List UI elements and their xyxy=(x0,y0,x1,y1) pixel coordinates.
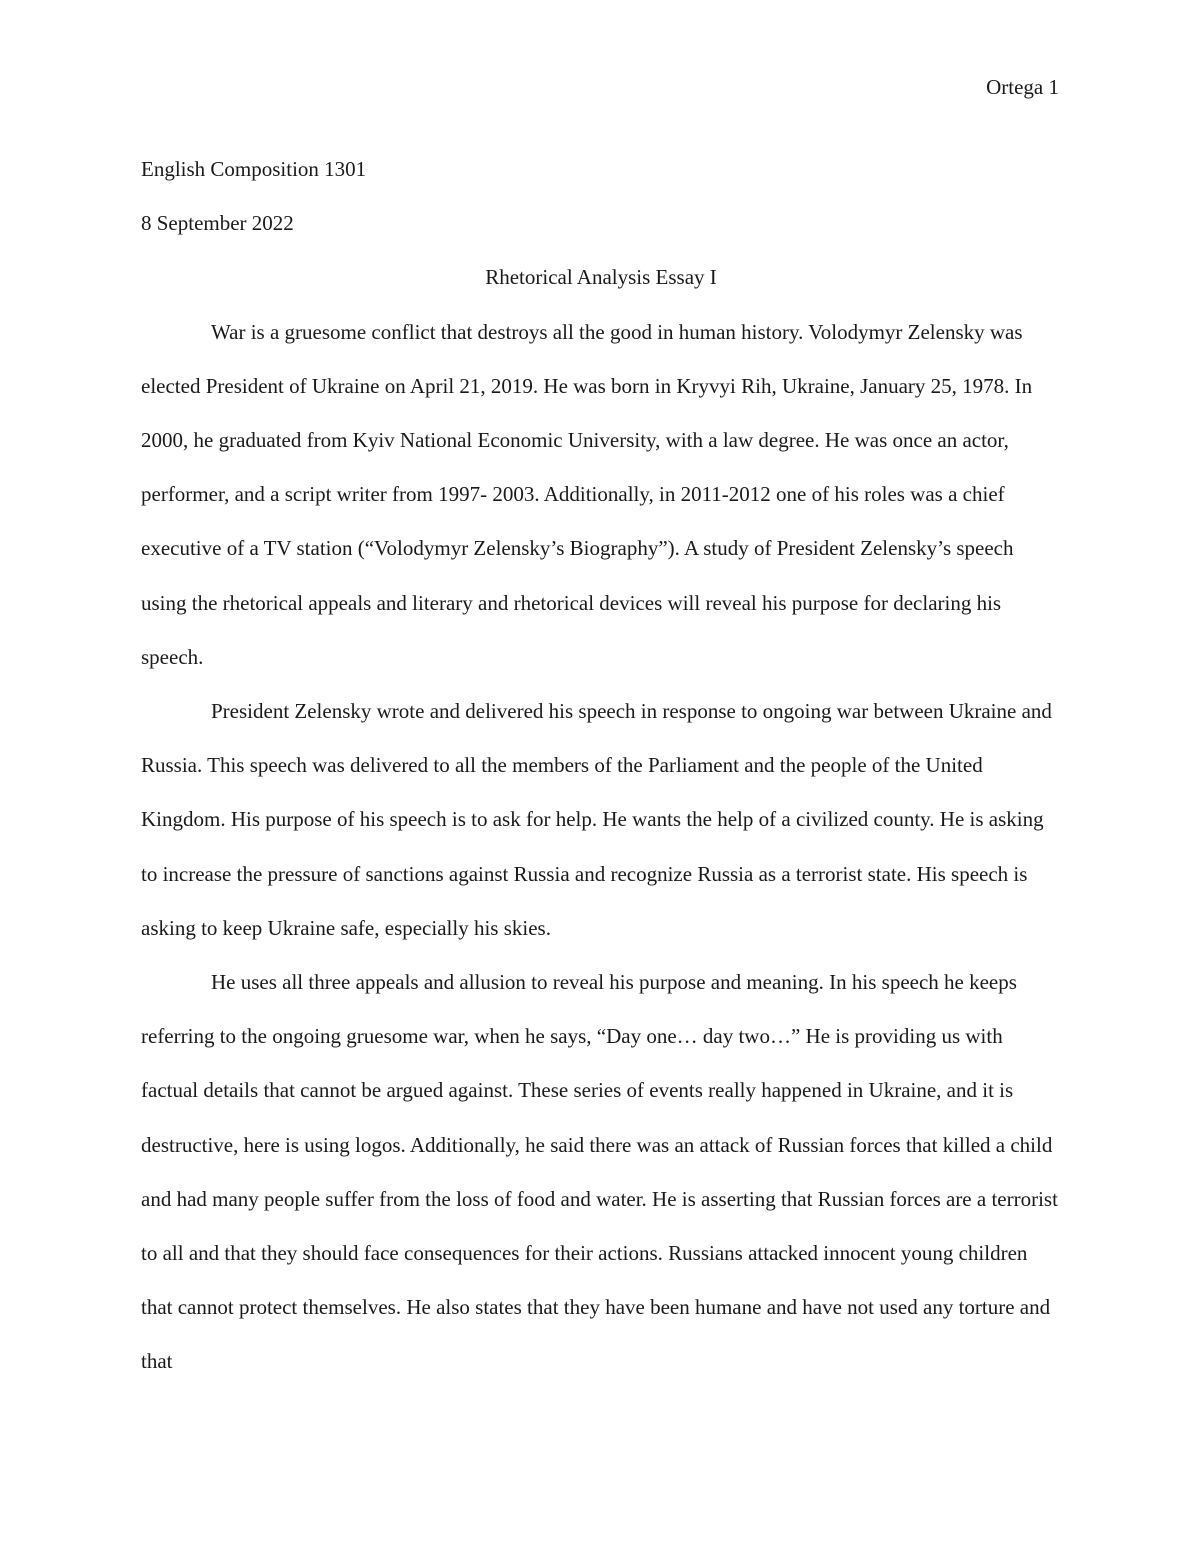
essay-body xyxy=(141,142,1061,1389)
paragraph-2: President Zelensky wrote and delivered his speech in response to ongoing war between Ukraine and Russia. This speech was delivered to all the members of the Parliament and the people of the United Kingdom. His purpose of his speech is to ask for help. He wants the help of a civilized county. He is asking to increase the pressure of sanctions against Russia and recognize Russia as a terrorist state. His speech is asking to keep Ukraine safe, especially his skies. xyxy=(141,699,1052,940)
paragraph-1: War is a gruesome conflict that destroys all the good in human history. Volodymyr Zelensky was elected President of Ukraine on April 21, 2019. He was born in Kryvyi Rih, Ukraine, January 25, 1978. In 2000, he graduated from Kyiv National Economic University, with a law degree. He was once an actor, performer, and a script writer from 1997- 2003. Additionally, in 2011-2012 one of his roles was a chief executive of a TV station (“Volodymyr Zelensky’s Biography”). A study of President Zelensky’s speech using the rhetorical appeals and literary and rhetorical devices will reveal his purpose for declaring his speech. xyxy=(141,319,1033,669)
course-line: English Composition 1301 xyxy=(141,157,367,181)
date-line: 8 September 2022 xyxy=(141,211,294,236)
essay-title: Rhetorical Analysis Essay I xyxy=(485,265,717,290)
running-head: Ortega 1 xyxy=(986,75,1059,99)
paragraph-3: He uses all three appeals and allusion to reveal his purpose and meaning. In his speech he keeps referring to the ongoing gruesome war, when he says, “Day one… day two…” He is providing us with factual details that cannot be argued against. These series of events really happened in Ukraine, and it is destructive, here is using logos. Additionally, he said there was an attack of Russian forces that killed a child and had many people suffer from the loss of food and water. He is asserting that Russian forces are a terrorist to all and that they should face consequences for their actions. Russians attacked innocent young children that cannot protect themselves. He also states that they have been humane and have not used any torture and that xyxy=(141,970,1058,1374)
